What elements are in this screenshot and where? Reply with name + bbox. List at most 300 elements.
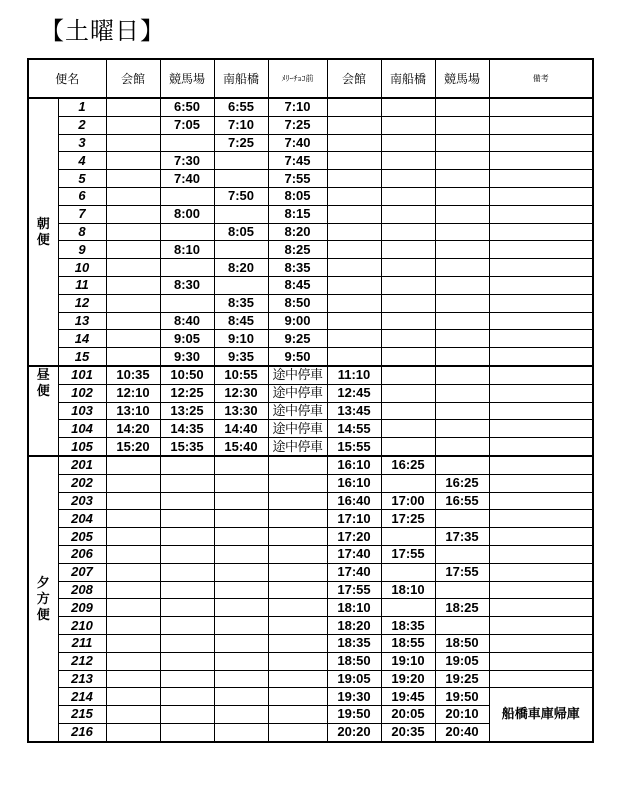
time-cell — [106, 134, 160, 152]
time-cell: 13:25 — [160, 402, 214, 420]
time-cell — [106, 276, 160, 294]
time-cell: 17:40 — [327, 545, 381, 563]
time-cell: 19:05 — [327, 670, 381, 688]
time-cell: 19:10 — [381, 652, 435, 670]
time-cell — [106, 98, 160, 116]
time-cell — [327, 205, 381, 223]
bus-number: 212 — [58, 652, 106, 670]
time-cell — [268, 492, 327, 510]
time-cell — [268, 599, 327, 617]
header-kaikan-2: 会館 — [327, 59, 381, 98]
remarks-cell — [489, 528, 593, 546]
time-cell: 9:10 — [214, 330, 268, 348]
time-cell — [435, 98, 489, 116]
bus-number: 13 — [58, 312, 106, 330]
time-cell — [435, 510, 489, 528]
table-row — [28, 652, 593, 670]
time-cell: 途中停車 — [268, 420, 327, 438]
time-cell: 20:10 — [435, 706, 489, 724]
time-cell — [214, 581, 268, 599]
time-cell: 18:35 — [327, 634, 381, 652]
bus-number: 204 — [58, 510, 106, 528]
bus-number: 206 — [58, 545, 106, 563]
time-cell — [327, 223, 381, 241]
time-cell: 15:55 — [327, 438, 381, 456]
group-label-char: 便 — [36, 231, 50, 247]
time-cell: 19:05 — [435, 652, 489, 670]
table-row — [28, 276, 593, 294]
remarks-cell — [489, 348, 593, 366]
time-cell — [381, 294, 435, 312]
time-cell — [435, 312, 489, 330]
time-cell: 17:20 — [327, 528, 381, 546]
table-row — [28, 223, 593, 241]
time-cell — [160, 706, 214, 724]
table-row — [28, 617, 593, 635]
bus-number: 6 — [58, 187, 106, 205]
time-cell: 19:20 — [381, 670, 435, 688]
time-cell: 途中停車 — [268, 384, 327, 402]
group-label-char: 昼 — [36, 366, 50, 382]
time-cell — [327, 170, 381, 188]
time-cell: 7:25 — [214, 134, 268, 152]
time-cell — [381, 366, 435, 384]
table-row — [28, 348, 593, 366]
time-cell — [160, 634, 214, 652]
table-row — [28, 187, 593, 205]
time-cell: 16:10 — [327, 474, 381, 492]
time-cell — [106, 528, 160, 546]
time-cell: 9:35 — [214, 348, 268, 366]
table-row — [28, 599, 593, 617]
time-cell: 18:55 — [381, 634, 435, 652]
time-cell — [381, 330, 435, 348]
table-row — [28, 528, 593, 546]
time-cell: 17:10 — [327, 510, 381, 528]
time-cell — [381, 98, 435, 116]
time-cell — [160, 617, 214, 635]
time-cell — [106, 205, 160, 223]
time-cell — [381, 348, 435, 366]
timetable — [27, 58, 594, 743]
time-cell: 途中停車 — [268, 366, 327, 384]
bus-number: 203 — [58, 492, 106, 510]
time-cell — [268, 474, 327, 492]
time-cell: 6:50 — [160, 98, 214, 116]
time-cell — [381, 170, 435, 188]
time-cell: 13:30 — [214, 402, 268, 420]
time-cell — [160, 456, 214, 474]
remarks-cell — [489, 384, 593, 402]
time-cell — [160, 599, 214, 617]
time-cell — [160, 652, 214, 670]
remarks-cell — [489, 312, 593, 330]
time-cell: 8:20 — [268, 223, 327, 241]
time-cell — [435, 617, 489, 635]
time-cell — [160, 510, 214, 528]
time-cell — [214, 634, 268, 652]
time-cell: 18:50 — [435, 634, 489, 652]
time-cell — [381, 276, 435, 294]
remarks-cell — [489, 116, 593, 134]
time-cell: 16:10 — [327, 456, 381, 474]
header-bus-name: 便名 — [28, 59, 106, 98]
time-cell: 19:50 — [435, 688, 489, 706]
time-cell — [435, 402, 489, 420]
time-cell — [435, 187, 489, 205]
remarks-cell — [489, 134, 593, 152]
time-cell — [381, 563, 435, 581]
time-cell: 19:30 — [327, 688, 381, 706]
time-cell — [435, 223, 489, 241]
bus-number: 15 — [58, 348, 106, 366]
remarks-cell — [489, 652, 593, 670]
time-cell: 7:25 — [268, 116, 327, 134]
time-cell — [106, 152, 160, 170]
time-cell: 8:45 — [214, 312, 268, 330]
time-cell — [160, 492, 214, 510]
time-cell — [381, 152, 435, 170]
time-cell: 16:40 — [327, 492, 381, 510]
time-cell — [381, 420, 435, 438]
table-row — [28, 366, 593, 384]
table-row — [28, 581, 593, 599]
time-cell — [160, 670, 214, 688]
time-cell — [435, 276, 489, 294]
time-cell: 11:10 — [327, 366, 381, 384]
time-cell — [214, 528, 268, 546]
table-row — [28, 330, 593, 348]
page-title: 【土曜日】 — [40, 17, 165, 45]
bus-number: 211 — [58, 634, 106, 652]
time-cell — [106, 617, 160, 635]
remarks-cell — [489, 223, 593, 241]
time-cell: 13:10 — [106, 402, 160, 420]
bus-number: 1 — [58, 98, 106, 116]
time-cell — [435, 294, 489, 312]
time-cell — [381, 438, 435, 456]
time-cell — [214, 688, 268, 706]
bus-number: 214 — [58, 688, 106, 706]
time-cell: 18:50 — [327, 652, 381, 670]
time-cell — [268, 456, 327, 474]
time-cell: 7:10 — [268, 98, 327, 116]
table-row — [28, 384, 593, 402]
time-cell: 19:25 — [435, 670, 489, 688]
time-cell: 8:20 — [214, 259, 268, 277]
time-cell: 10:55 — [214, 366, 268, 384]
remarks-cell — [489, 563, 593, 581]
time-cell — [214, 474, 268, 492]
time-cell — [327, 134, 381, 152]
time-cell: 12:45 — [327, 384, 381, 402]
table-row — [28, 438, 593, 456]
time-cell: 15:20 — [106, 438, 160, 456]
time-cell — [268, 706, 327, 724]
header-keibajo-1: 競馬場 — [160, 59, 214, 98]
time-cell: 20:20 — [327, 723, 381, 741]
time-cell — [435, 348, 489, 366]
remarks-cell — [489, 366, 593, 384]
time-cell: 7:40 — [268, 134, 327, 152]
time-cell: 7:55 — [268, 170, 327, 188]
time-cell — [435, 581, 489, 599]
time-cell — [214, 652, 268, 670]
remarks-cell — [489, 617, 593, 635]
remarks-cell — [489, 438, 593, 456]
time-cell: 14:55 — [327, 420, 381, 438]
time-cell — [327, 294, 381, 312]
time-cell — [214, 723, 268, 741]
time-cell: 8:05 — [214, 223, 268, 241]
time-cell: 7:30 — [160, 152, 214, 170]
time-cell — [435, 134, 489, 152]
time-cell — [160, 688, 214, 706]
time-cell — [327, 259, 381, 277]
remarks-cell — [489, 170, 593, 188]
time-cell: 15:40 — [214, 438, 268, 456]
remarks-cell — [489, 241, 593, 259]
time-cell — [268, 652, 327, 670]
time-cell: 17:00 — [381, 492, 435, 510]
time-cell — [106, 563, 160, 581]
remarks-cell — [489, 98, 593, 116]
time-cell — [381, 402, 435, 420]
remarks-cell — [489, 259, 593, 277]
time-cell: 8:35 — [268, 259, 327, 277]
time-cell — [435, 384, 489, 402]
time-cell: 20:35 — [381, 723, 435, 741]
time-cell — [214, 617, 268, 635]
time-cell — [106, 492, 160, 510]
time-cell — [160, 545, 214, 563]
remarks-note: 船橋車庫帰庫 — [489, 688, 593, 742]
table-row — [28, 670, 593, 688]
time-cell: 18:35 — [381, 617, 435, 635]
time-cell — [435, 545, 489, 563]
time-cell — [268, 545, 327, 563]
time-cell: 6:55 — [214, 98, 268, 116]
time-cell — [381, 312, 435, 330]
time-cell — [106, 688, 160, 706]
bus-number: 11 — [58, 276, 106, 294]
time-cell: 18:25 — [435, 599, 489, 617]
time-cell: 9:05 — [160, 330, 214, 348]
group-label-char: 夕 — [36, 574, 50, 590]
bus-number: 10 — [58, 259, 106, 277]
time-cell — [160, 723, 214, 741]
time-cell — [160, 134, 214, 152]
header-row — [28, 59, 593, 98]
bus-number: 14 — [58, 330, 106, 348]
table-row — [28, 134, 593, 152]
time-cell — [381, 528, 435, 546]
time-cell — [106, 170, 160, 188]
time-cell — [381, 223, 435, 241]
time-cell: 9:30 — [160, 348, 214, 366]
time-cell — [435, 116, 489, 134]
table-row — [28, 259, 593, 277]
bus-number: 205 — [58, 528, 106, 546]
bus-number: 216 — [58, 723, 106, 741]
header-minamifunabashi-1: 南船橋 — [214, 59, 268, 98]
time-cell — [435, 330, 489, 348]
table-row — [28, 294, 593, 312]
table-row — [28, 312, 593, 330]
time-cell — [106, 294, 160, 312]
time-cell: 8:40 — [160, 312, 214, 330]
bus-number: 104 — [58, 420, 106, 438]
time-cell — [435, 438, 489, 456]
group-label-char: 便 — [36, 382, 50, 398]
bus-number: 5 — [58, 170, 106, 188]
time-cell: 12:10 — [106, 384, 160, 402]
table-row — [28, 116, 593, 134]
time-cell: 途中停車 — [268, 438, 327, 456]
bus-number: 215 — [58, 706, 106, 724]
time-cell — [106, 312, 160, 330]
time-cell: 17:55 — [435, 563, 489, 581]
time-cell: 8:25 — [268, 241, 327, 259]
time-cell — [106, 545, 160, 563]
time-cell — [214, 241, 268, 259]
time-cell: 19:50 — [327, 706, 381, 724]
group-label-char: 方 — [36, 590, 50, 606]
remarks-cell — [489, 492, 593, 510]
time-cell — [214, 545, 268, 563]
time-cell — [106, 348, 160, 366]
time-cell — [106, 456, 160, 474]
remarks-cell — [489, 402, 593, 420]
remarks-cell — [489, 634, 593, 652]
remarks-cell — [489, 581, 593, 599]
remarks-cell — [489, 276, 593, 294]
time-cell — [214, 563, 268, 581]
time-cell — [327, 348, 381, 366]
bus-number: 207 — [58, 563, 106, 581]
bus-number: 202 — [58, 474, 106, 492]
time-cell — [106, 581, 160, 599]
remarks-cell — [489, 152, 593, 170]
time-cell — [106, 634, 160, 652]
time-cell — [214, 205, 268, 223]
bus-number: 8 — [58, 223, 106, 241]
time-cell — [160, 294, 214, 312]
time-cell — [160, 563, 214, 581]
time-cell — [214, 456, 268, 474]
time-cell — [381, 384, 435, 402]
time-cell — [381, 187, 435, 205]
time-cell: 20:05 — [381, 706, 435, 724]
bus-number: 209 — [58, 599, 106, 617]
time-cell — [214, 706, 268, 724]
time-cell: 14:20 — [106, 420, 160, 438]
time-cell: 8:00 — [160, 205, 214, 223]
morning-group-label — [28, 98, 58, 366]
time-cell — [106, 474, 160, 492]
remarks-cell — [489, 294, 593, 312]
remarks-cell — [489, 510, 593, 528]
time-cell — [435, 259, 489, 277]
time-cell — [214, 276, 268, 294]
time-cell: 7:45 — [268, 152, 327, 170]
remarks-cell — [489, 456, 593, 474]
header-minamifunabashi-2: 南船橋 — [381, 59, 435, 98]
time-cell: 9:50 — [268, 348, 327, 366]
time-cell — [106, 652, 160, 670]
bus-number: 7 — [58, 205, 106, 223]
time-cell — [327, 312, 381, 330]
time-cell: 17:35 — [435, 528, 489, 546]
time-cell — [381, 116, 435, 134]
time-cell — [214, 599, 268, 617]
time-cell — [327, 152, 381, 170]
time-cell: 12:25 — [160, 384, 214, 402]
bus-number: 208 — [58, 581, 106, 599]
time-cell: 8:35 — [214, 294, 268, 312]
time-cell — [381, 205, 435, 223]
bus-number: 2 — [58, 116, 106, 134]
remarks-cell — [489, 599, 593, 617]
bus-number: 4 — [58, 152, 106, 170]
time-cell: 途中停車 — [268, 402, 327, 420]
bus-number: 213 — [58, 670, 106, 688]
time-cell — [106, 223, 160, 241]
time-cell — [327, 276, 381, 294]
time-cell: 16:25 — [381, 456, 435, 474]
table-row — [28, 241, 593, 259]
time-cell: 18:20 — [327, 617, 381, 635]
time-cell — [106, 599, 160, 617]
time-cell — [214, 492, 268, 510]
table-row — [28, 152, 593, 170]
time-cell — [106, 187, 160, 205]
header-merry-chocolate: ﾒﾘｰﾁｮｺ前 — [268, 59, 327, 98]
time-cell: 9:00 — [268, 312, 327, 330]
remarks-cell — [489, 420, 593, 438]
time-cell: 10:35 — [106, 366, 160, 384]
time-cell — [214, 670, 268, 688]
time-cell: 10:50 — [160, 366, 214, 384]
time-cell — [268, 617, 327, 635]
time-cell: 17:55 — [381, 545, 435, 563]
bus-number: 101 — [58, 366, 106, 384]
remarks-cell — [489, 474, 593, 492]
time-cell: 7:50 — [214, 187, 268, 205]
time-cell: 14:35 — [160, 420, 214, 438]
time-cell: 16:25 — [435, 474, 489, 492]
time-cell — [106, 330, 160, 348]
time-cell — [381, 259, 435, 277]
time-cell — [381, 134, 435, 152]
time-cell — [327, 187, 381, 205]
time-cell: 18:10 — [327, 599, 381, 617]
bus-number: 105 — [58, 438, 106, 456]
time-cell — [435, 152, 489, 170]
time-cell — [327, 330, 381, 348]
table-row — [28, 205, 593, 223]
time-cell — [268, 510, 327, 528]
time-cell — [106, 723, 160, 741]
time-cell — [435, 366, 489, 384]
time-cell: 9:25 — [268, 330, 327, 348]
time-cell: 13:45 — [327, 402, 381, 420]
time-cell — [268, 528, 327, 546]
remarks-cell — [489, 545, 593, 563]
time-cell — [214, 510, 268, 528]
time-cell — [106, 670, 160, 688]
time-cell — [435, 170, 489, 188]
